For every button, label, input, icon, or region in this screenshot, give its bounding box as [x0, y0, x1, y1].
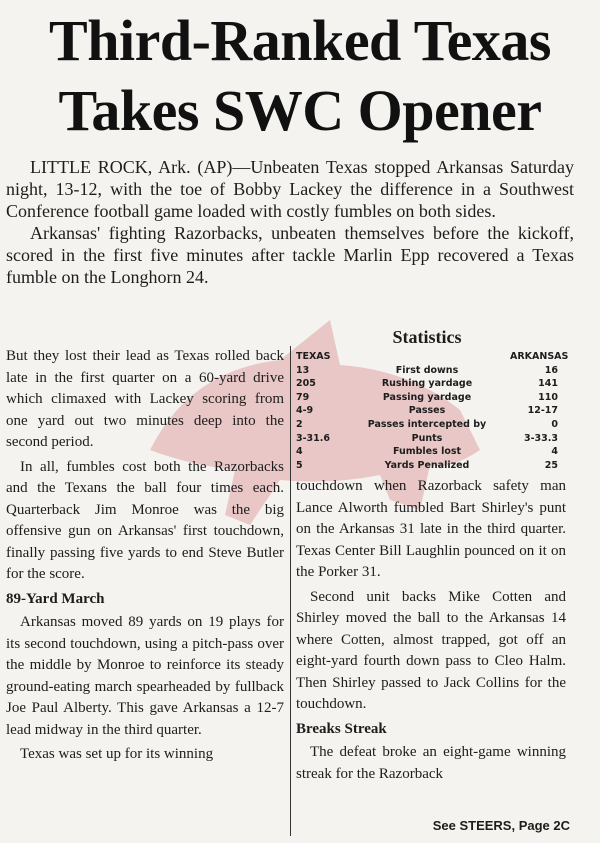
right-paragraph-3: The defeat broke an eight-game winning streak for the Razorback	[296, 744, 566, 782]
team-left: TEXAS	[296, 351, 331, 362]
left-paragraph-2: In all, fumbles cost both the Razorbacks and the Texans the ball four times each. Quarterback Jim Monroe was the big offensive gun on Arkansas' first touchdown, finally passing five yards to end Steve Butler for the score.	[6, 458, 284, 582]
subhead-89-yard-march: 89-Yard March	[6, 590, 105, 607]
intro-paragraph-1: LITTLE ROCK, Ark. (AP)—Unbeaten Texas stopped Arkansas Saturday night, 13-12, with the toe of Bobby Lackey the difference in a Southwest Conference football game loaded with costly fumbles on both sides.	[6, 157, 574, 221]
stat-row: 13 First downs 16	[296, 364, 558, 376]
intro-paragraph-2: Arkansas' fighting Razorbacks, unbeaten themselves before the kickoff, scored in the first five minutes after tackle Marlin Epp recovered a Texas fumble on the Longhorn 24.	[6, 223, 574, 287]
team-right: ARKANSAS	[510, 351, 569, 362]
stat-row: 2 Passes intercepted by 0	[296, 418, 558, 430]
statistics-title: Statistics	[392, 327, 462, 347]
right-paragraph-1: touchdown when Razorback safety man Lance Alworth fumbled Bart Shirley's punt on the Arkansas 31 late in the third quarter. Texas Center Bill Laughlin pounced on it on the Porker 31.	[296, 478, 566, 580]
column-divider	[290, 346, 291, 836]
stat-row: 4-9 Passes 12-17	[296, 405, 558, 417]
stat-row: 5 Yards Penalized 25	[296, 459, 558, 471]
left-paragraph-1: But they lost their lead as Texas rolled back late in the first quarter on a 60-yard drive which climaxed with Lackey scoring from one yard out two minutes deep into the second period.	[6, 348, 284, 450]
stat-row: 79 Passing yardage 110	[296, 391, 558, 403]
statistics-header	[296, 350, 569, 364]
stat-row: 205 Rushing yardage 141	[296, 378, 558, 390]
left-column	[6, 346, 284, 769]
right-paragraph-2: Second unit backs Mike Cotten and Shirley moved the ball to the Arkansas 14 where Cotten, almost trapped, got off an eight-yard fourth down pass to Cleo Halm. Then Shirley passed to Jack Collins for the touchdown.	[296, 588, 566, 712]
stat-row: 4 Fumbles lost 4	[296, 446, 558, 458]
article-intro	[6, 156, 574, 288]
statistics-rows	[296, 364, 558, 473]
stat-row: 3-31.6 Punts 3-33.3	[296, 432, 558, 444]
left-paragraph-4: Texas was set up for its winning	[20, 746, 214, 762]
headline-line-2: Takes SWC Opener	[58, 78, 542, 143]
continuation-jump-line: See STEERS, Page 2C	[432, 818, 570, 833]
left-paragraph-3: Arkansas moved 89 yards on 19 plays for its second touchdown, using a pitch-pass over the middle by Monroe to reinforce its steady ground-eating march spearheaded by fullback Joe Paul Alberty. This gave Arkansas a 12-7 lead midway in the third quarter.	[6, 614, 284, 738]
statistics-box	[296, 327, 569, 472]
headline	[0, 0, 600, 146]
right-column	[296, 476, 566, 788]
subhead-breaks-streak: Breaks Streak	[296, 720, 387, 737]
headline-line-1: Third-Ranked Texas	[49, 8, 551, 73]
